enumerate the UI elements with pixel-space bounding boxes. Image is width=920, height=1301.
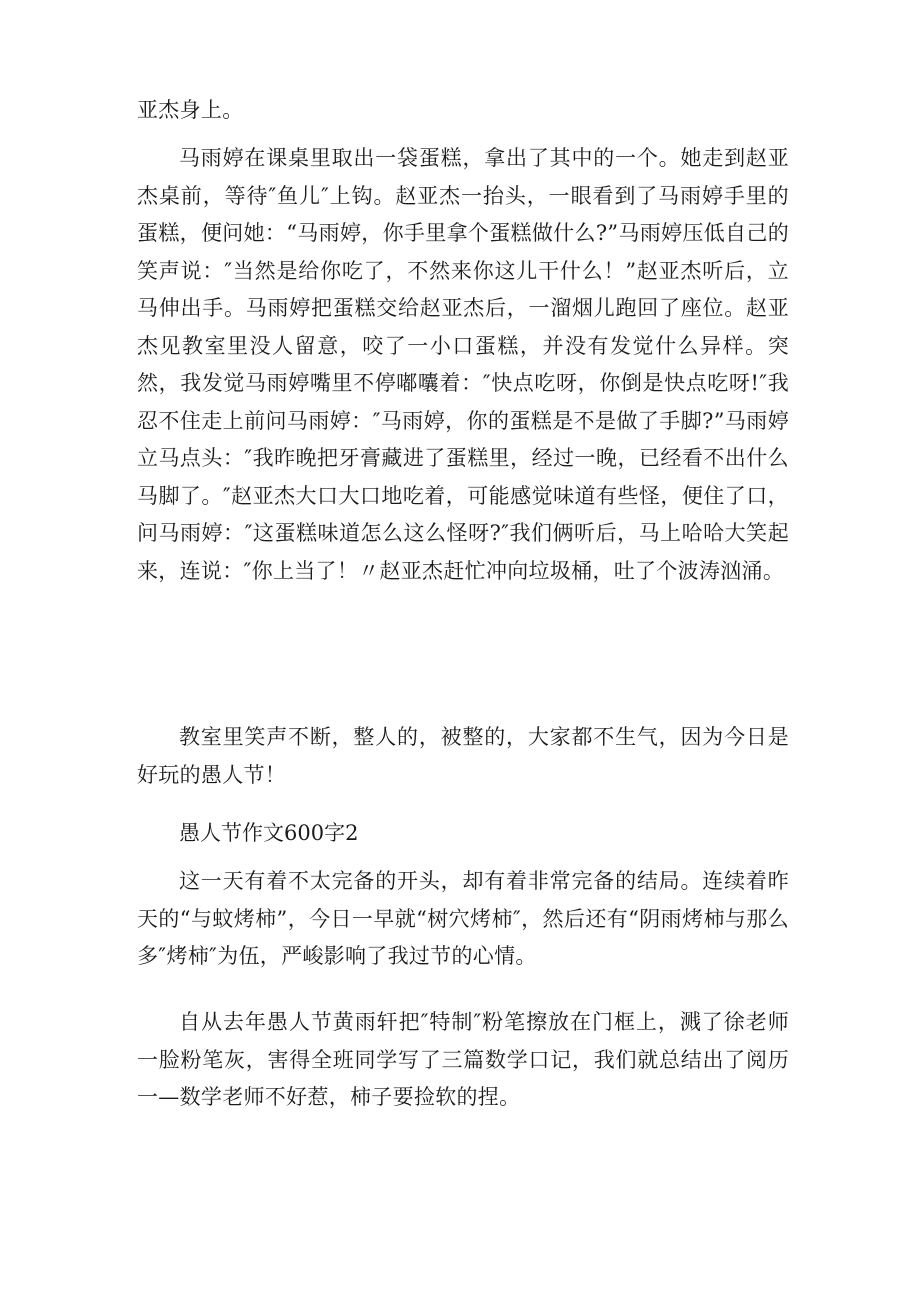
paragraph-cake-prank: 马雨婷在课桌里取出一袋蛋糕，拿出了其中的一个。她走到赵亚杰桌前，等待″鱼儿″上钩。赵亚杰一抬头，一眼看到了马雨婷手里的蛋糕，便问她：“马雨婷，你手里拿个蛋糕做什么?”马雨婷压低自己的笑声说：″当然是给你吃了，不然来你这儿干什么！”赵亚杰听后，立马伸出手。马雨婷把蛋糕交给赵亚杰后，一溜烟儿跑回了座位。赵亚杰见教室里没人留意，咬了一小口蛋糕，并没有发觉什么异样。突然，我发觉马雨婷嘴里不停嘟囔着：″快点吃呀，你倒是快点吃呀!″我忍不住走上前问马雨婷：″马雨婷，你的蛋糕是不是做了手脚?”马雨婷立马点头：″我昨晚把牙膏藏进了蛋糕里，经过一晚，已经看不出什么马脚了。″赵亚杰大口大口地吃着，可能感觉味道有些怪，便住了口，问马雨婷：″这蛋糕味道怎么这么怪呀?″我们俩听后，马上哈哈大笑起来，连说：″你上当了！〃赵亚杰赶忙冲向垃圾桶，吐了个波涛汹涌。 — [137, 146, 789, 583]
section-heading: 愚人节作文600字2 — [179, 821, 359, 845]
paragraph-continuation: 亚杰身上。 — [137, 98, 244, 122]
paragraph-day-beginning: 这一天有着不太完备的开头，却有着非常完备的结局。连续着昨天的“与蚊烤柿”，今日一早就“树穴烤柿″，然后还有“阴雨烤柿与那么多″烤柿″为伍，严峻影响了我过节的心情。 — [137, 869, 789, 968]
paragraph-classroom-laughter: 教室里笑声不断，整人的，被整的，大家都不生气，因为今日是好玩的愚人节！ — [137, 725, 789, 787]
paragraph-last-year-prank: 自从去年愚人节黄雨轩把″特制″粉笔擦放在门框上，溅了徐老师一脸粉笔灰，害得全班同学写了三篇数学口记，我们就总结出了阅历一—数学老师不好惹，柿子要捡软的捏。 — [137, 1010, 789, 1109]
